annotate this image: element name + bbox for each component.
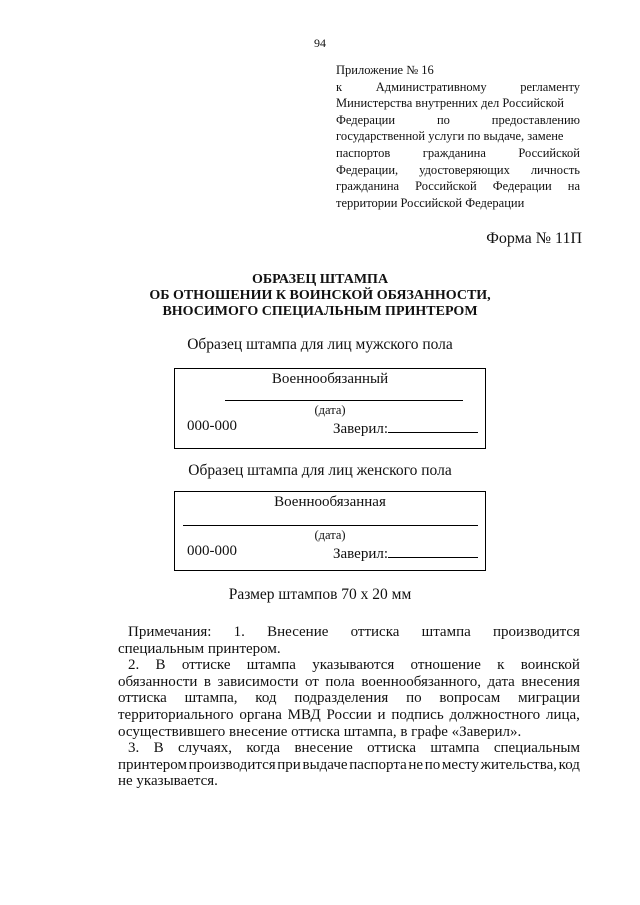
word: дата — [487, 673, 515, 690]
word: паспорта — [349, 756, 407, 773]
word: Федерации — [492, 179, 552, 194]
female-stamp-caption: Образец штампа для лиц женского пола — [188, 462, 452, 479]
female-stamp-box — [174, 491, 486, 571]
male-stamp-box — [174, 368, 486, 449]
word: Федерации — [336, 112, 396, 127]
note-line — [128, 624, 580, 641]
word: выдаче — [302, 756, 348, 773]
word: гражданина — [422, 145, 486, 160]
division-code: 000-000 — [187, 418, 237, 434]
word: Российской — [518, 145, 580, 160]
appendix-header — [336, 62, 580, 211]
division-code: 000-000 — [187, 543, 237, 559]
note-line: осуществившего внесение оттиска штампа, в графе «Заверил». — [118, 723, 522, 740]
word: случаях, — [177, 740, 232, 757]
word: паспортов — [336, 145, 391, 160]
page-number: 94 — [314, 36, 326, 50]
document-title — [0, 272, 640, 320]
word: пола — [325, 673, 355, 690]
date-label: (дата) — [314, 403, 346, 417]
word: 3. — [128, 740, 140, 757]
word: миграции — [518, 690, 580, 707]
word: внесение — [294, 740, 353, 757]
word: оттиска — [350, 624, 400, 640]
word: Примечания: — [128, 624, 212, 640]
signature-line — [388, 543, 478, 558]
word: производится — [188, 756, 276, 773]
appendix-line — [336, 112, 580, 129]
word: Федерации, — [336, 162, 399, 177]
word: лица, — [545, 706, 580, 723]
word: подразделения — [294, 690, 389, 707]
note-line — [118, 757, 580, 774]
word: не — [408, 756, 424, 773]
form-number: Форма № 11П — [486, 230, 582, 247]
word: и — [377, 706, 386, 723]
note-line — [118, 690, 580, 707]
note-line — [128, 740, 580, 757]
word: 2. — [128, 657, 140, 674]
word: штампа — [246, 657, 296, 674]
word: код — [255, 690, 277, 707]
stamp-heading: Военнообязанный — [271, 371, 389, 387]
title-line: ВНОСИМОГО СПЕЦИАЛЬНЫМ ПРИНТЕРОМ — [162, 304, 478, 319]
appendix-line: территории Российской Федерации — [336, 195, 525, 210]
appendix-line: Министерства внутренних дел Российской — [336, 96, 564, 111]
note-line — [118, 674, 580, 691]
word: МВД — [287, 706, 321, 723]
appendix-line — [336, 162, 580, 179]
signed-field — [333, 418, 478, 438]
word: в — [203, 673, 212, 690]
word: Российской — [415, 179, 477, 194]
appendix-line — [336, 79, 580, 96]
word: оттиска — [118, 690, 167, 707]
male-stamp-caption: Образец штампа для лиц мужского пола — [187, 336, 453, 353]
word: обязанности — [118, 673, 198, 690]
signed-label: Заверил: — [333, 546, 389, 562]
word: по — [406, 690, 422, 707]
word: территориального — [118, 706, 234, 723]
appendix-line — [336, 178, 580, 195]
word: военнообязанного, — [361, 673, 482, 690]
word: при — [277, 756, 301, 773]
signed-field — [333, 543, 478, 563]
word: указываются — [312, 657, 395, 674]
note-line — [128, 657, 580, 674]
word: личность — [530, 162, 580, 177]
signature-line — [388, 418, 478, 433]
stamp-size-note: Размер штампов 70 х 20 мм — [228, 586, 412, 603]
stamp-heading: Военнообязанная — [274, 494, 386, 510]
word: принтером — [118, 756, 188, 773]
date-line — [225, 400, 463, 401]
word: к — [336, 79, 343, 94]
word: на — [567, 179, 580, 194]
signed-label: Заверил: — [333, 421, 389, 437]
word: производится — [492, 624, 580, 640]
word: когда — [246, 740, 281, 757]
word: от — [305, 673, 319, 690]
word: внесения — [521, 673, 580, 690]
word: месту — [441, 756, 479, 773]
title-line: ОБ ОТНОШЕНИИ К ВОИНСКОЙ ОБЯЗАННОСТИ, — [149, 288, 491, 303]
word: по — [424, 756, 441, 773]
word: воинской — [520, 657, 580, 674]
word: отношение — [410, 657, 481, 674]
word: штампа — [430, 740, 480, 757]
appendix-line: Приложение № 16 — [336, 63, 434, 77]
word: России — [326, 706, 372, 723]
notes-block — [118, 624, 580, 790]
appendix-line — [336, 145, 580, 162]
word: штампа — [421, 624, 471, 640]
word: должностного — [449, 706, 541, 723]
word: регламенту — [520, 79, 580, 94]
note-line: не указывается. — [118, 773, 218, 790]
note-line — [118, 707, 580, 724]
date-label: (дата) — [314, 528, 346, 542]
date-line — [183, 525, 478, 526]
word: вопросам — [439, 690, 501, 707]
word: оттиске — [181, 657, 231, 674]
word: Административному — [375, 79, 487, 94]
word: В — [153, 740, 164, 757]
word: жительства, — [480, 756, 558, 773]
word: зависимости — [217, 673, 299, 690]
word: 1. — [233, 624, 245, 640]
word: код — [558, 756, 580, 773]
word: Внесение — [267, 624, 329, 640]
word: специальным — [493, 740, 580, 757]
word: органа — [239, 706, 282, 723]
word: гражданина — [336, 179, 400, 194]
word: к — [497, 657, 505, 674]
note-line: специальным принтером. — [118, 640, 281, 657]
word: штампа, — [184, 690, 238, 707]
word: удостоверяющих — [419, 162, 510, 177]
word: оттиска — [367, 740, 416, 757]
word: В — [155, 657, 166, 674]
title-line: ОБРАЗЕЦ ШТАМПА — [251, 272, 389, 287]
word: по — [436, 112, 450, 127]
appendix-line: государственной услуги по выдаче, замене — [336, 129, 564, 144]
word: предоставлению — [491, 112, 580, 127]
word: подпись — [391, 706, 444, 723]
